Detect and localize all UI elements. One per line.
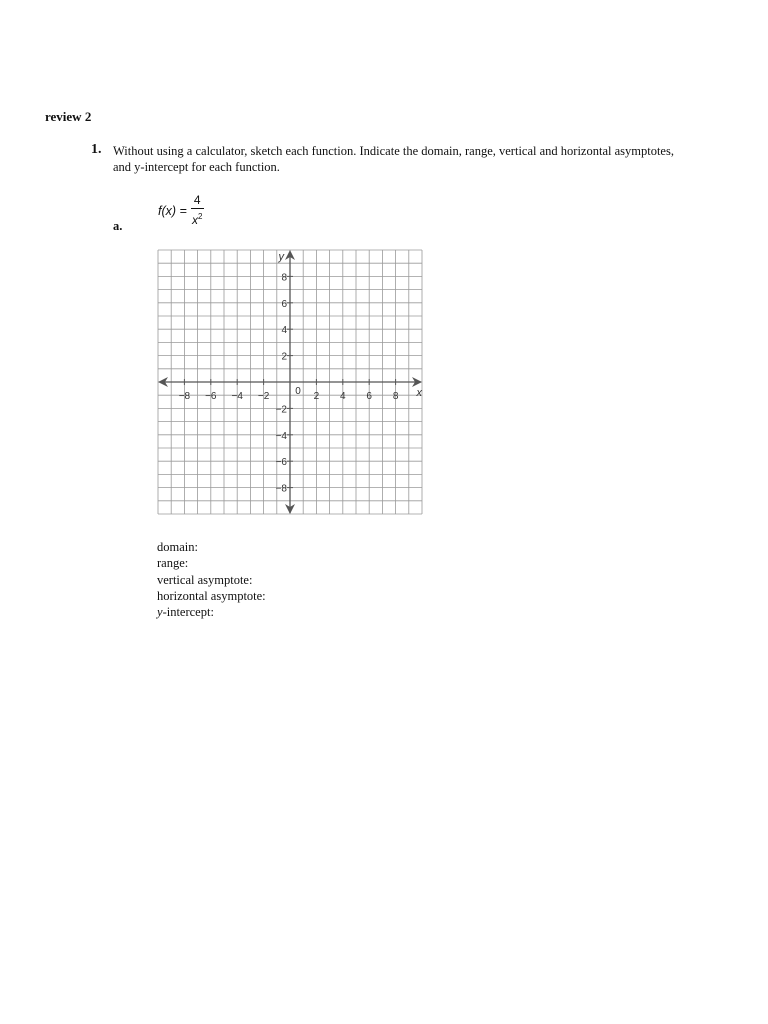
x-tick-label: 6	[366, 391, 372, 402]
function-exponent: 2	[197, 212, 203, 221]
question-number: 1.	[91, 142, 102, 157]
x-axis-label: x	[416, 387, 422, 399]
y-axis-label: y	[278, 251, 284, 263]
y-intercept-label	[157, 604, 266, 620]
x-tick-label: −8	[178, 391, 191, 402]
answer-fields	[157, 539, 266, 620]
domain-label: domain:	[157, 540, 198, 554]
part-label: a.	[113, 219, 123, 233]
x-tick-label: −4	[231, 391, 243, 402]
range-label: range:	[157, 556, 189, 571]
vertical-asymptote-label: vertical asymptote:	[157, 572, 253, 587]
y-intercept-text: -intercept:	[162, 605, 214, 620]
origin-label: 0	[295, 386, 301, 397]
horizontal-asymptote-label: horizontal asymptote:	[157, 588, 266, 603]
question-text: Without using a calculator, sketch each function. Indicate the domain, range, vertical and horizontal asymptotes, and y-intercept for each function.	[113, 144, 674, 174]
y-tick-label: −8	[275, 483, 287, 495]
page-heading: review 2	[45, 109, 92, 124]
y-tick-label: 4	[281, 325, 287, 337]
x-tick-label: −6	[205, 391, 217, 402]
y-tick-label: 2	[281, 351, 287, 363]
function-numerator: 4	[191, 193, 204, 209]
function-lhs: f(x) =	[158, 203, 187, 218]
y-intercept-variable: y	[157, 605, 163, 620]
y-tick-label: 8	[281, 272, 287, 284]
y-tick-label: −6	[275, 457, 287, 469]
function-denominator-base: x	[191, 213, 198, 227]
x-tick-label: 4	[340, 391, 346, 402]
function-definition	[158, 193, 204, 228]
x-tick-label: 2	[313, 391, 320, 402]
y-tick-label: −2	[275, 404, 287, 416]
coordinate-grid[interactable]	[150, 244, 426, 528]
function-denominator	[192, 209, 202, 228]
x-tick-label: −2	[257, 391, 270, 402]
x-tick-label: 8	[392, 391, 399, 402]
y-tick-label: −4	[275, 430, 287, 442]
function-fraction	[191, 193, 204, 228]
y-tick-label: 6	[281, 298, 287, 310]
